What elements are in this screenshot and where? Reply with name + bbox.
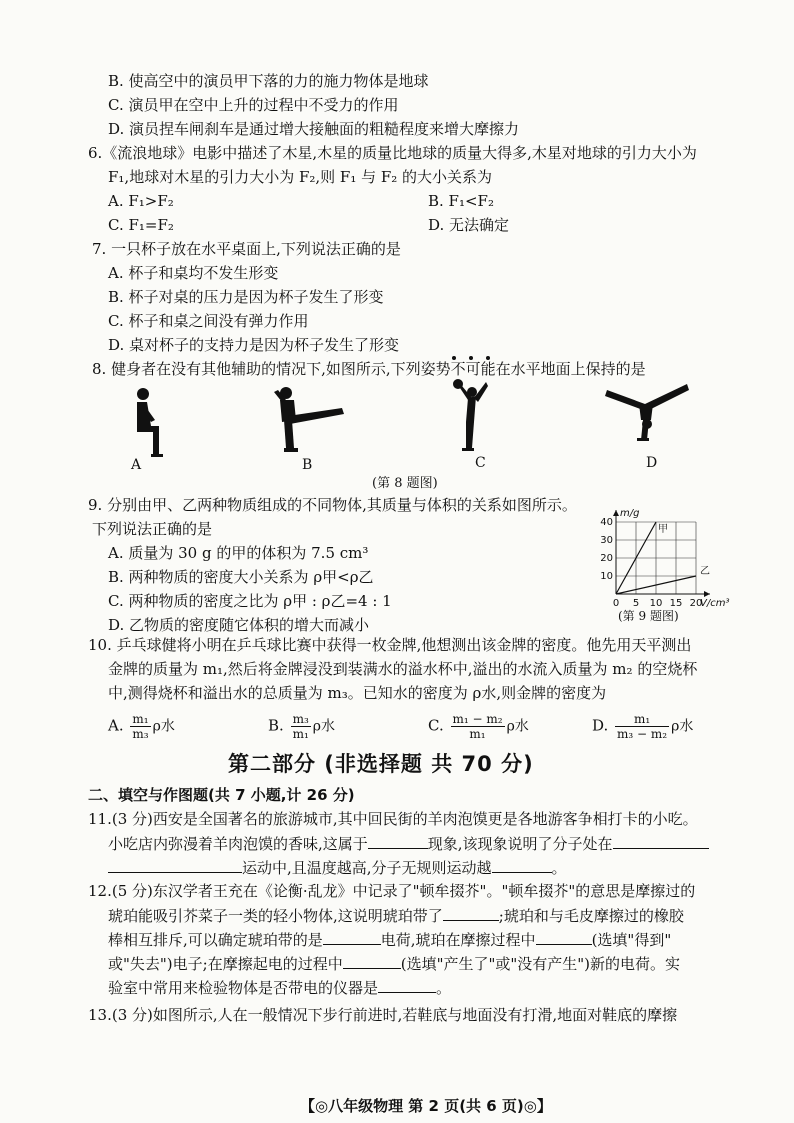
q7-option-b: B. 杯子对桌的压力是因为杯子发生了形变 xyxy=(108,288,384,306)
q12-blank-4[interactable] xyxy=(343,952,401,969)
q10-option-d: D. $\frac{\text{m₁}}{\text{m₃ − m₂}}$ ρ水 xyxy=(592,712,694,741)
y-tick-label: 40 xyxy=(600,517,613,528)
q7-option-d: D. 桌对杯子的支持力是因为杯子发生了形变 xyxy=(108,336,400,354)
q9-stem-line1: 9. 分别由甲、乙两种物质组成的不同物体,其质量与体积的关系如图所示。 xyxy=(88,496,577,514)
q12-blank-1[interactable] xyxy=(443,904,499,921)
q6-option-c: C. F₁=F₂ xyxy=(108,216,174,234)
q11-line1: 11.(3 分)西安是全国著名的旅游城市,其中回民街的羊肉泡馍更是各地游客争相打卡的小吃。 xyxy=(88,810,698,828)
q12-line5: 验室中常用来检验物体是否带电的仪器是 。 xyxy=(108,976,451,999)
x-axis-arrow-icon xyxy=(704,591,710,597)
x-axis-label: V/cm³ xyxy=(700,598,730,609)
q9-option-a: A. 质量为 30 g 的甲的体积为 7.5 cm³ xyxy=(108,544,369,562)
figure-8-caption: (第 8 题图) xyxy=(372,476,438,491)
posture-d-figure xyxy=(605,380,689,442)
x-tick-label: 5 xyxy=(632,598,640,609)
posture-c-label: C xyxy=(475,455,486,471)
q6-option-a: A. F₁>F₂ xyxy=(108,192,174,210)
q12-line4: 或"失去")电子;在摩擦起电的过程中 (选填"产生了"或"没有产生")新的电荷。实 xyxy=(108,952,680,975)
y-tick-label: 20 xyxy=(600,553,613,564)
x-tick-label: 10 xyxy=(649,598,663,609)
q5-option-d: D. 演员捏车闸刹车是通过增大接触面的粗糙程度来增大摩擦力 xyxy=(108,120,520,138)
q11-blank-2-cont[interactable] xyxy=(108,856,242,873)
emphasis-dots-icon xyxy=(448,354,498,362)
part-two-title: 第二部分 (非选择题 共 70 分) xyxy=(228,752,534,776)
q12-line1: 12.(5 分)东汉学者王充在《论衡·乱龙》中记录了"顿牟掇芥"。"顿牟掇芥"的意思是摩擦过的 xyxy=(88,882,696,900)
q7-stem: 7. 一只杯子放在水平桌面上,下列说法正确的是 xyxy=(92,240,401,258)
q12-blank-5[interactable] xyxy=(378,976,436,993)
q9-option-d: D. 乙物质的密度随它体积的增大而减小 xyxy=(108,616,370,634)
q12-blank-2[interactable] xyxy=(323,928,381,945)
q11-line2: 小吃店内弥漫着羊肉泡馍的香味,这属于 现象,该现象说明了分子处在 xyxy=(108,832,709,855)
figure-9-caption: (第 9 题图) xyxy=(618,609,679,623)
series-label-1: 甲 xyxy=(658,524,668,535)
posture-c-figure xyxy=(448,378,492,452)
q6-stem-line2: F₁,地球对木星的引力大小为 F₂,则 F₁ 与 F₂ 的大小关系为 xyxy=(108,168,493,186)
q6-option-d: D. 无法确定 xyxy=(428,216,510,234)
y-tick-label: 10 xyxy=(600,571,613,582)
q5-option-c: C. 演员甲在空中上升的过程中不受力的作用 xyxy=(108,96,399,114)
q11-blank-2[interactable] xyxy=(613,832,709,849)
y-axis-label: m/g xyxy=(620,508,640,519)
q6-option-b: B. F₁<F₂ xyxy=(428,192,494,210)
posture-b-figure xyxy=(272,386,348,454)
y-tick-label: 30 xyxy=(600,535,613,546)
q10-stem-line1: 10. 乒乓球健将小明在乒乓球比赛中获得一枚金牌,他想测出该金牌的密度。他先用天平测出 xyxy=(88,636,692,654)
q5-option-b: B. 使高空中的演员甲下落的力的施力物体是地球 xyxy=(108,72,429,90)
q11-line3: 运动中,且温度越高,分子无规则运动越 。 xyxy=(108,856,567,879)
q12-blank-3[interactable] xyxy=(536,928,592,945)
q10-b-denominator: m₁ xyxy=(292,727,309,741)
q12-line3: 棒相互排斥,可以确定琥珀带的是 电荷,琥珀在摩擦过程中 (选填"得到" xyxy=(108,928,671,951)
q10-d-denominator: m₃ − m₂ xyxy=(617,727,668,741)
q9-option-b: B. 两种物质的密度大小关系为 ρ甲<ρ乙 xyxy=(108,568,374,586)
y-axis-arrow-icon xyxy=(613,510,619,516)
x-tick-label: 20 xyxy=(689,598,703,609)
q13-line1: 13.(3 分)如图所示,人在一般情况下步行前进时,若鞋底与地面没有打滑,地面对鞋底的摩擦 xyxy=(88,1006,678,1024)
q10-c-numerator: m₁ − m₂ xyxy=(452,712,503,726)
q10-b-numerator: m₃ xyxy=(292,712,309,726)
q10-stem-line3: 中,测得烧杯和溢出水的总质量为 m₃。已知水的密度为 ρ水,则金牌的密度为 xyxy=(108,684,607,702)
q6-stem-line1: 6.《流浪地球》电影中描述了木星,木星的质量比地球的质量大得多,木星对地球的引力大小为 xyxy=(88,144,697,162)
mass-volume-chart xyxy=(590,508,740,610)
q10-d-numerator: m₁ xyxy=(615,712,669,727)
q8-stem: 8. 健身者在没有其他辅助的情况下,如图所示,下列姿势不可能在水平地面上保持的是 xyxy=(92,360,646,378)
q10-a-denominator: m₃ xyxy=(132,727,149,741)
q9-option-c: C. 两种物质的密度之比为 ρ甲 : ρ乙=4 : 1 xyxy=(108,592,392,610)
page-footer: 【◎八年级物理 第 2 页(共 6 页)◎】 xyxy=(300,1097,552,1115)
q7-option-a: A. 杯子和桌均不发生形变 xyxy=(108,264,279,282)
q10-option-b: B. $\frac{\text{m₃}}{\text{m₁}}$ ρ水 xyxy=(268,712,336,741)
posture-a-label: A xyxy=(131,457,142,473)
x-tick-label: 15 xyxy=(669,598,683,609)
q7-option-c: C. 杯子和桌之间没有弹力作用 xyxy=(108,312,309,330)
q10-option-c: C. $\frac{\text{m₁ − m₂}}{\text{m₁}}$ ρ水 xyxy=(428,712,529,741)
posture-d-label: D xyxy=(646,455,658,471)
q11-blank-1[interactable] xyxy=(368,832,428,849)
q10-stem-line2: 金牌的质量为 m₁,然后将金牌浸没到装满水的溢水杯中,溢出的水流入质量为 m₂ 的空烧杯 xyxy=(108,660,698,678)
series-label-2: 乙 xyxy=(700,566,710,577)
x-tick-label: 0 xyxy=(612,598,620,609)
q10-a-numerator: m₁ xyxy=(132,712,149,726)
q12-line2: 琥珀能吸引芥菜子一类的轻小物体,这说明琥珀带了 ;琥珀和与毛皮摩擦过的橡胶 xyxy=(108,904,684,927)
section-two-heading: 二、填空与作图题(共 7 小题,计 26 分) xyxy=(88,786,355,804)
posture-a-figure xyxy=(115,386,165,458)
q11-blank-3[interactable] xyxy=(492,856,552,873)
q10-c-denominator: m₁ xyxy=(469,727,486,741)
posture-b-label: B xyxy=(302,457,313,473)
q10-option-a: A. $\frac{\text{m₁}}{\text{m₃}}$ ρ水 xyxy=(108,712,175,741)
q9-stem-line2: 下列说法正确的是 xyxy=(92,520,213,538)
